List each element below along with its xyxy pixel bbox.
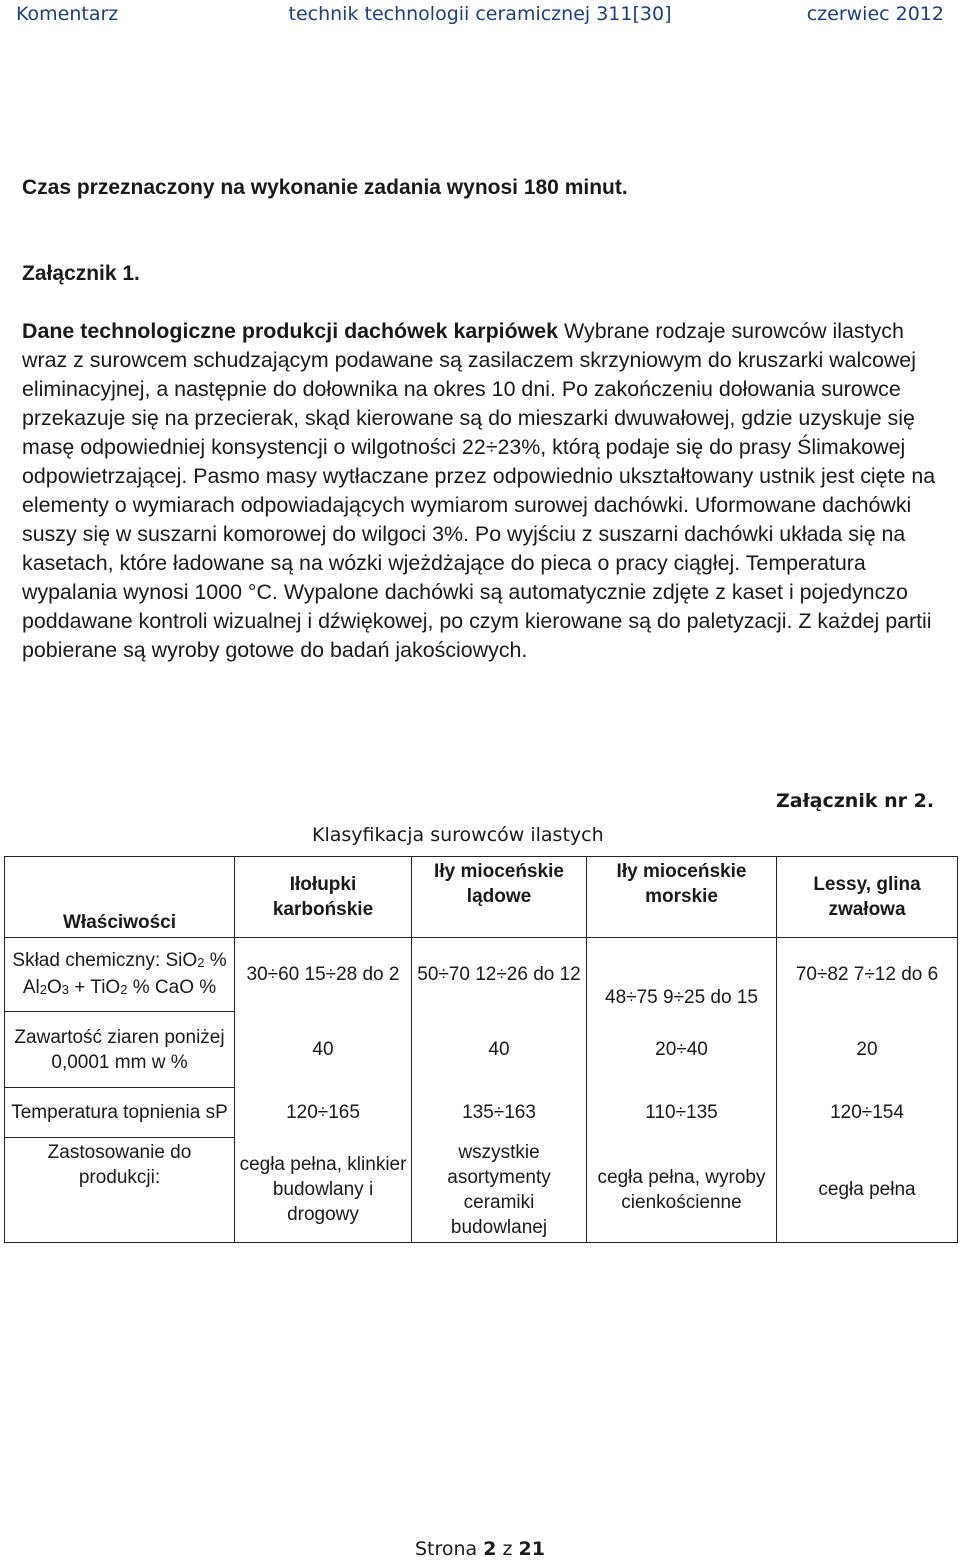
footer-page: 2 (483, 1538, 497, 1560)
value-cell: 20÷40 (587, 1012, 777, 1088)
footer-prefix: Strona (414, 1538, 484, 1560)
header-cell: Iłołupki karbońskie (235, 857, 412, 938)
value-cell: 40 (412, 1012, 587, 1088)
attachment2-label: Załącznik nr 2. (776, 790, 935, 812)
time-note: Czas przeznaczony na wykonanie zadania wynosi 180 minut. (22, 176, 628, 199)
attachment1-paragraph (22, 317, 942, 665)
header-left: Komentarz (16, 3, 119, 25)
value-cell: 120÷165 (235, 1088, 412, 1138)
value-cell: cegła pełna, wyroby cienkościenne (587, 1138, 777, 1243)
table-header-row (5, 857, 958, 938)
header-cell: Lessy, glina zwałowa (777, 857, 958, 938)
property-cell: Zawartość ziaren poniżej 0,0001 mm w % (5, 1012, 235, 1088)
table-title: Klasyfikacja surowców ilastych (312, 824, 604, 846)
value-cell: 70÷82 7÷12 do 6 (777, 938, 958, 1012)
value-cell: cegła pełna, klinkier budowlany i drogowy (235, 1138, 412, 1243)
value-cell: 20 (777, 1012, 958, 1088)
attachment1-text: Wybrane rodzaje surowców ilastych wraz z surowcem schudzającym podawane są zasilaczem skrzyniowym do kruszarki walcowej eliminacyjnej, a następnie do dołownika na okres 10 dni. Po zakończeniu dołowania surowce przekazuje się na przecierak, skąd kierowane są do mieszarki dwuwałowej, gdzie uzyskuje się masę odpowiedniej konsystencji o wilgotności 22÷23%, którą podaje się do prasy Ślimakowej odpowietrzającej. Pasmo masy wytłaczane przez odpowiednio ukształtowany ustnik jest cięte na elementy o wymiarach odpowiadających wymiarom surowej dachówki. Uformowane dachówki suszy się w suszarni komorowej do wilgoci 3%. Po wyjściu z suszarni dachówki układa się na kasetach, które ładowane są na wózki wjeżdżające do pieca o pracy ciągłej. Temperatura wypalania wynosi 1000 °C. Wypalone dachówki są automatycznie zdjęte z kaset i pojedynczo poddawane kontroli wizualnej i dźwiękowej, po czym kierowane są do paletyzacji. Z każdej partii pobierane są wyroby gotowe do badań jakościowych. (22, 319, 936, 662)
attachment1-label: Załącznik 1. (22, 262, 140, 285)
header-center: technik technologii ceramicznej 311[30] (288, 3, 672, 25)
table-row (5, 1088, 958, 1138)
property-cell: Skład chemiczny: SiO$_2$ % $Al_2O_3 + TiO_2$ % CaO % (5, 938, 235, 1012)
value-cell: 30÷60 15÷28 do 2 (235, 938, 412, 1012)
value-cell: 48÷75 9÷25 do 15 (587, 938, 777, 1012)
value-cell: 110÷135 (587, 1088, 777, 1138)
attachment1-title: Dane technologiczne produkcji dachówek karpiówek (22, 319, 559, 343)
value-cell: wszystkie asortymenty ceramiki budowlanej (412, 1138, 587, 1243)
page-footer (0, 1538, 960, 1560)
footer-sep: z (496, 1538, 519, 1560)
header-cell: Właściwości (5, 857, 235, 938)
value-cell: 135÷163 (412, 1088, 587, 1138)
value-cell: 40 (235, 1012, 412, 1088)
header-cell: Iły mioceńskie morskie (587, 857, 777, 938)
header-right: czerwiec 2012 (806, 3, 944, 25)
value-cell: cegła pełna (777, 1138, 958, 1243)
table-row (5, 1012, 958, 1088)
footer-total: 21 (518, 1538, 545, 1560)
property-cell: Temperatura topnienia sP (5, 1088, 235, 1138)
classification-table (4, 856, 958, 1243)
value-cell: 50÷70 12÷26 do 12 (412, 938, 587, 1012)
table-row (5, 1138, 958, 1243)
value-cell: 120÷154 (777, 1088, 958, 1138)
property-cell: Zastosowanie do produkcji: (5, 1138, 235, 1243)
table-row (5, 938, 958, 1012)
header-cell: Iły mioceńskie lądowe (412, 857, 587, 938)
